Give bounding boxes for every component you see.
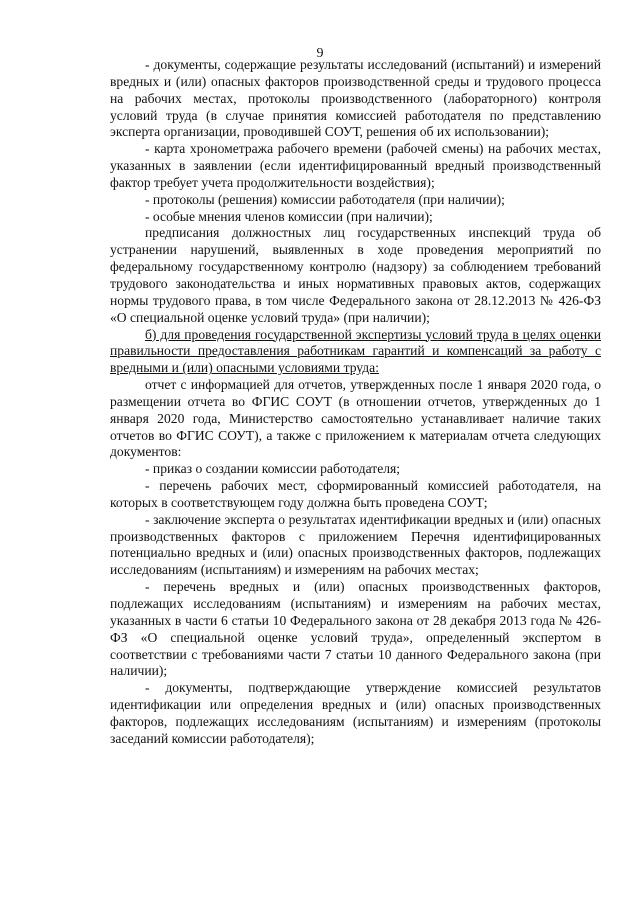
page-number: 9 (316, 46, 324, 61)
section-heading-b: б) для проведения государственной экспертизы условий труда в целях оценки правильности предоставления работникам гарантий и компенсаций за работу с вредными и (или) опасными условиями труда: (110, 326, 601, 376)
paragraph: - приказ о создании комиссии работодателя; (145, 461, 401, 477)
paragraph: - особые мнения членов комиссии (при наличии); (145, 208, 433, 224)
paragraph: отчет с информацией для отчетов, утвержденных после 1 января 2020 года, о размещении отчета во ФГИС СОУТ (в отношении отчетов, утвержденных до 1 января 2020 года, Министерство самостоятельно устанавливает наличие таких отчетов во ФГИС СОУТ), а также с приложением к материалам отчета следующих документов: (110, 377, 601, 460)
paragraph: - перечень вредных и (или) опасных производственных факторов, подлежащих исследованиям (испытаниям) и измерениям на рабочих местах, указанных в части 6 статьи 10 Федерального закона от 28 декабря 2013 года № 426-ФЗ «О специальной оценке условий труда», определенный экспертом в соответствии с требованиями части 7 статьи 10 данного Федерального закона (при наличии); (110, 579, 601, 679)
paragraph: - документы, подтверждающие утверждение комиссией результатов идентификации или определения вредных и (или) опасных производственных факторов, подлежащих исследованиям (испытаниям) и измерениям (протоколы заседаний комиссии работодателя); (110, 680, 601, 746)
paragraph: - протоколы (решения) комиссии работодателя (при наличии); (145, 191, 505, 207)
paragraph: - карта хронометража рабочего времени (рабочей смены) на рабочих местах, указанных в заявлении (если идентифицированный вредный производственный фактор требует учета продолжительности воздействия); (110, 141, 601, 190)
paragraph: - перечень рабочих мест, сформированный комиссией работодателя, на которых в соответствующем году должна быть проведена СОУТ; (110, 478, 601, 510)
paragraph: - документы, содержащие результаты исследований (испытаний) и измерений вредных и (или) опасных факторов производственной среды и трудового процесса на рабочих местах, протоколы производственного (лабораторного) контроля условий труда (в случае принятия комиссией работодателя по представлению эксперта организации, проводившей СОУТ, решения об их использовании); (110, 57, 601, 140)
paragraph: - заключение эксперта о результатах идентификации вредных и (или) опасных производственных факторов с приложением Перечня идентифицированных потенциально вредных и (или) опасных производственных факторов, подлежащих исследованиям (испытаниям) и измерениям на рабочих местах; (110, 511, 601, 578)
document-body (110, 57, 601, 748)
paragraph: предписания должностных лиц государственных инспекций труда об устранении нарушений, выявленных в ходе проведения мероприятий по федеральному государственному контролю (надзору) за соблюдением требований трудового законодательства и иных нормативных правовых актов, содержащих нормы трудового права, в том числе Федерального закона от 28.12.2013 № 426-ФЗ «О специальной оценке условий труда» (при наличии); (110, 225, 601, 325)
